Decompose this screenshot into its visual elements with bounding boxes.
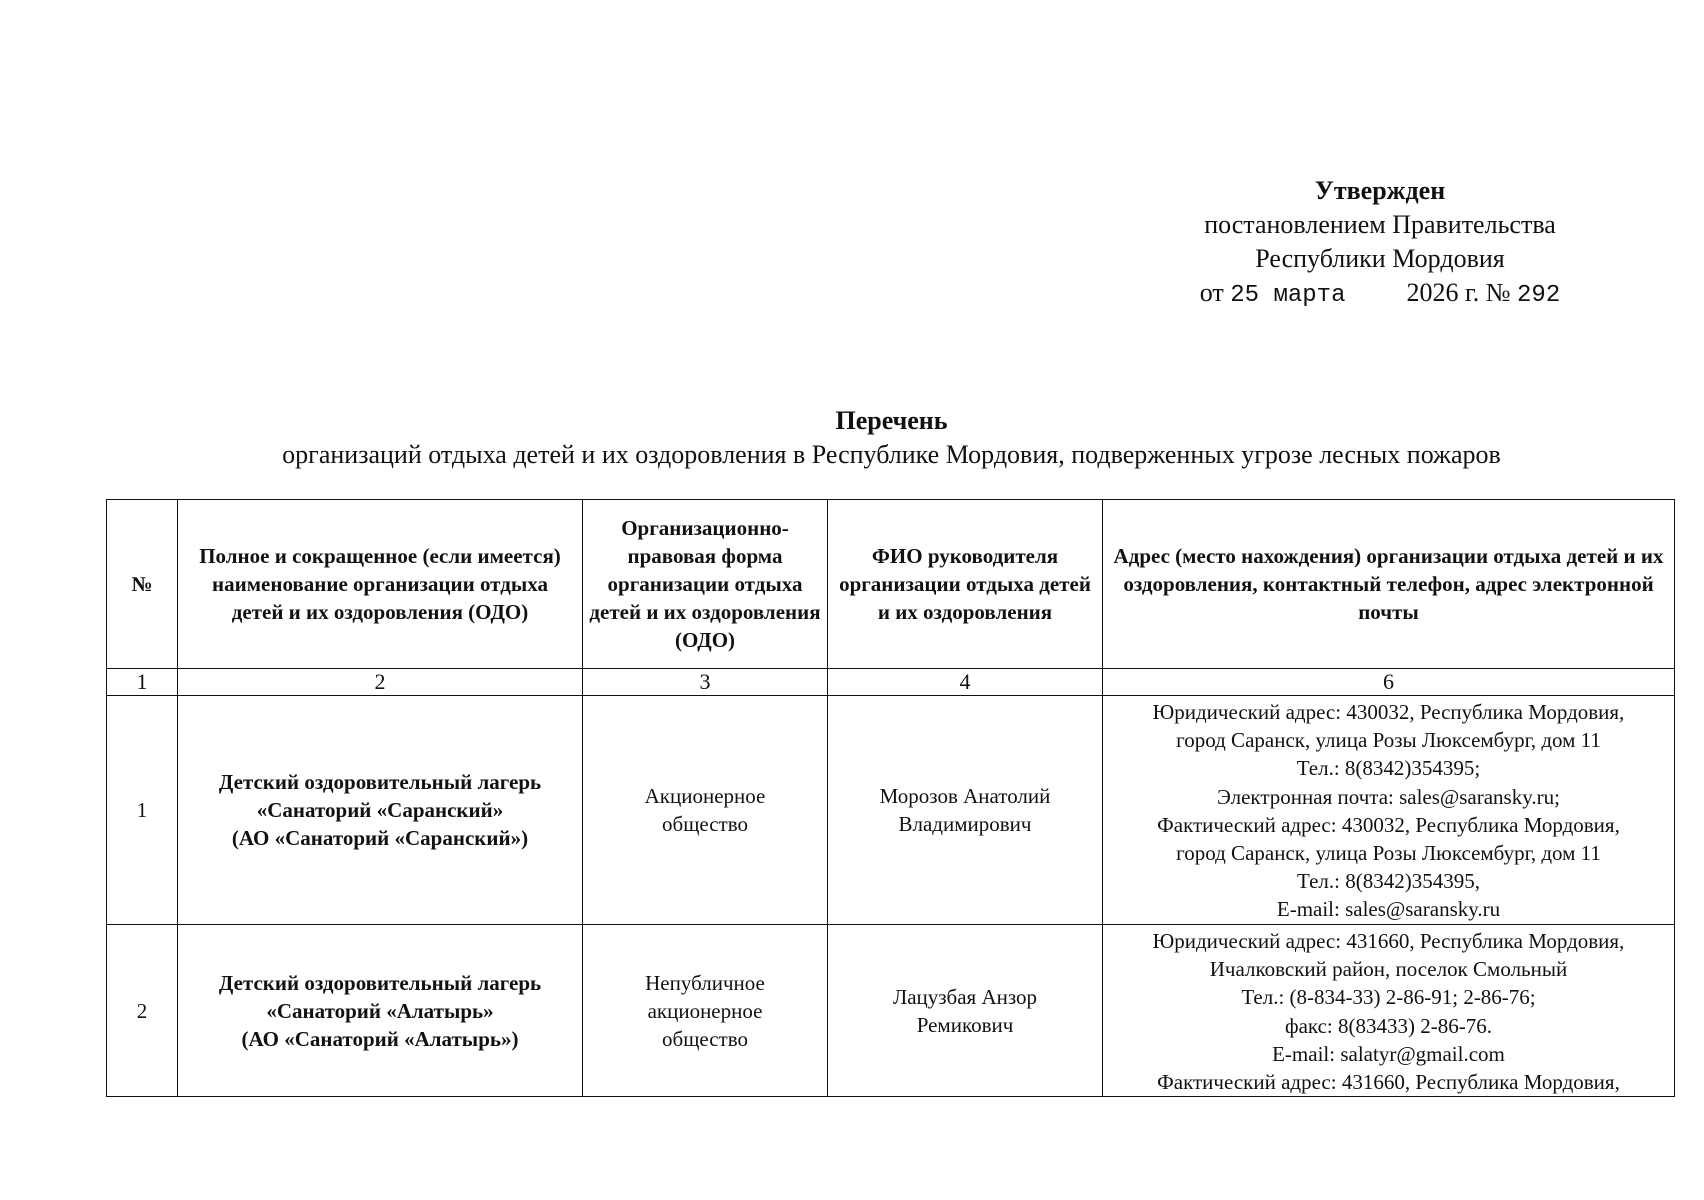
- address-cell: [1103, 696, 1675, 925]
- address-line: Юридический адрес: 431660, Республика Мордовия,: [1152, 929, 1625, 953]
- header-org-name: Полное и сокращенное (если имеется) наименование организации отдыха детей и их оздоровления (ОДО): [178, 500, 583, 669]
- legal-form: Акционерное общество: [583, 696, 828, 925]
- address-line: Ичалковский район, поселок Смольный: [1209, 957, 1568, 982]
- table-row: [107, 696, 1675, 925]
- header-director: ФИО руководителя организации отдыха детей и их оздоровления: [828, 500, 1103, 669]
- table-header-row: [107, 500, 1675, 669]
- approval-date-line: [1140, 276, 1620, 313]
- column-number: 4: [828, 669, 1103, 696]
- address-line: Тел.: 8(8342)354395;: [1296, 756, 1481, 781]
- header-legal-form: Организационно-правовая форма организации отдыха детей и их оздоровления (ОДО): [583, 500, 828, 669]
- column-number: 6: [1103, 669, 1675, 696]
- address-line: Юридический адрес: 430032, Республика Мордовия,: [1152, 700, 1625, 724]
- address-cell: [1103, 925, 1675, 1097]
- address-line: Фактический адрес: 431660, Республика Мордовия,: [1157, 1070, 1620, 1095]
- document-subtitle: организаций отдыха детей и их оздоровления в Республике Мордовия, подверженных угрозе лесных пожаров: [282, 440, 1501, 469]
- table-row: [107, 925, 1675, 1097]
- resolution-number: 292: [1517, 282, 1561, 309]
- header-number: №: [107, 500, 178, 669]
- address-line: город Саранск, улица Розы Люксембург, дом 11: [1176, 841, 1601, 866]
- address-line: Электронная почта: sales@saransky.ru;: [1217, 784, 1560, 809]
- director-name: Лацузбая Анзор Ремикович: [828, 925, 1103, 1097]
- address-line: факс: 8(83433) 2-86-76.: [1285, 1013, 1492, 1038]
- address-line: Фактический адрес: 430032, Республика Мордовия,: [1157, 812, 1620, 837]
- approval-line-resolution: постановлением Правительства: [1204, 210, 1556, 239]
- address-line: E-mail: sales@saransky.ru: [1276, 897, 1501, 922]
- row-number: 2: [107, 925, 178, 1097]
- date-day: 25 марта: [1230, 282, 1346, 309]
- org-name: Детский оздоровительный лагерь «Санаторий «Саранский» (АО «Санаторий «Саранский»): [178, 696, 583, 925]
- address-line: Тел.: 8(8342)354395,: [1297, 869, 1480, 894]
- header-address: Адрес (место нахождения) организации отдыха детей и их оздоровления, контактный телефон, адрес электронной почты: [1103, 500, 1675, 669]
- legal-form: Непубличное акционерное общество: [583, 925, 828, 1097]
- date-prefix: от: [1199, 278, 1224, 307]
- column-number: 3: [583, 669, 828, 696]
- approval-line-republic: Республики Мордовия: [1255, 244, 1505, 273]
- document-heading: [104, 404, 1679, 472]
- address-line: Тел.: (8-834-33) 2-86-91; 2-86-76;: [1241, 985, 1536, 1010]
- org-name: Детский оздоровительный лагерь «Санаторий «Алатырь» (АО «Санаторий «Алатырь»): [178, 925, 583, 1097]
- row-number: 1: [107, 696, 178, 925]
- approval-title: Утвержден: [1314, 176, 1446, 205]
- document-title: Перечень: [835, 406, 948, 435]
- address-line: E-mail: salatyr@gmail.com: [1272, 1041, 1505, 1066]
- column-number: 2: [178, 669, 583, 696]
- approval-block: [1140, 174, 1620, 313]
- director-name: Морозов Анатолий Владимирович: [828, 696, 1103, 925]
- date-year: 2026 г. №: [1406, 278, 1511, 307]
- column-number: 1: [107, 669, 178, 696]
- organizations-table: [106, 499, 1675, 1097]
- column-number-row: [107, 669, 1675, 696]
- address-line: город Саранск, улица Розы Люксембург, дом 11: [1176, 728, 1601, 753]
